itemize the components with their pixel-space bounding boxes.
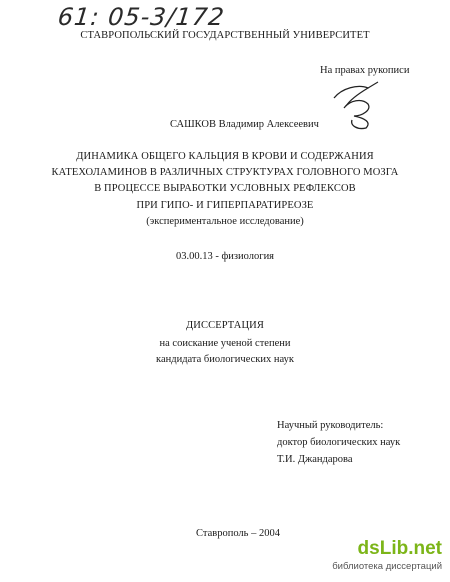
watermark-logo bbox=[332, 538, 442, 582]
university-name: СТАВРОПОЛЬСКИЙ ГОСУДАРСТВЕННЫЙ УНИВЕРСИТЕТ bbox=[80, 30, 370, 41]
degree-line-2: кандидата биологических наук bbox=[156, 354, 294, 365]
degree-line-1: на соискание ученой степени bbox=[159, 338, 291, 349]
subtitle: (экспериментальное исследование) bbox=[146, 216, 304, 227]
city-year: Ставрополь – 2004 bbox=[196, 528, 280, 539]
title-line-2: КАТЕХОЛАМИНОВ В РАЗЛИЧНЫХ СТРУКТУРАХ ГОЛОВНОГО МОЗГА bbox=[51, 167, 399, 178]
document-type: ДИССЕРТАЦИЯ bbox=[186, 320, 264, 331]
title-line-4: ПРИ ГИПО- И ГИПЕРПАРАТИРЕОЗЕ bbox=[136, 200, 314, 211]
rights-note: На правах рукописи bbox=[320, 65, 410, 76]
watermark-caption: библиотека диссертаций bbox=[332, 561, 442, 572]
title-line-3: В ПРОЦЕССЕ ВЫРАБОТКИ УСЛОВНЫХ РЕФЛЕКСОВ bbox=[94, 183, 356, 194]
signature bbox=[328, 80, 384, 130]
supervisor-label: Научный руководитель: bbox=[277, 420, 384, 431]
specialty: 03.00.13 - физиология bbox=[175, 251, 275, 262]
watermark-logo-text: dsLib.net bbox=[357, 538, 442, 559]
author-name: САШКОВ Владимир Алексеевич bbox=[170, 119, 319, 130]
supervisor-degree: доктор биологических наук bbox=[277, 437, 401, 448]
archive-number: 61: 05-3/172 bbox=[56, 3, 227, 31]
supervisor-name: Т.И. Джандарова bbox=[277, 454, 353, 465]
title-line-1: ДИНАМИКА ОБЩЕГО КАЛЬЦИЯ В КРОВИ И СОДЕРЖАНИЯ bbox=[76, 151, 374, 162]
